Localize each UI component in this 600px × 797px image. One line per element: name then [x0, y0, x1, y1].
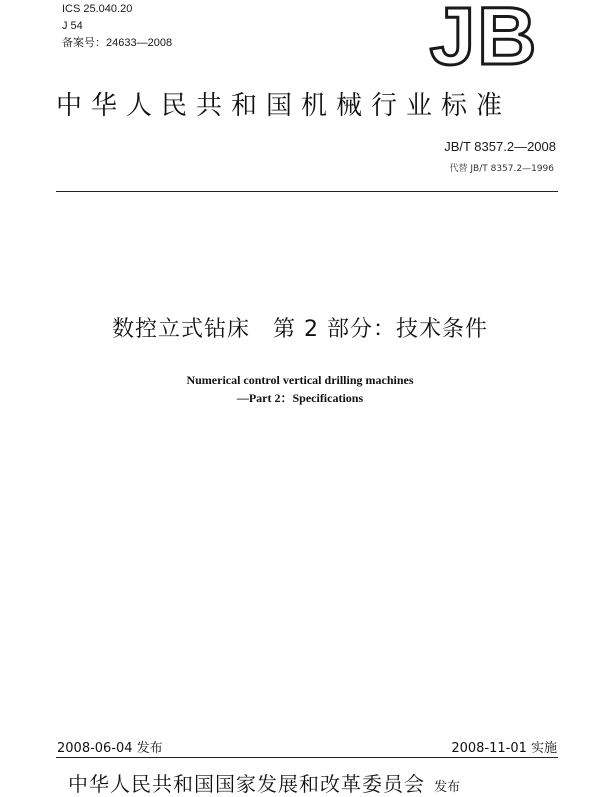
filing-number: 备案号：24633—2008: [62, 37, 173, 49]
english-title-line1: Numerical control vertical drilling machines: [186, 373, 414, 387]
english-title-line2: —Part 2：Specifications: [236, 391, 364, 405]
publisher-name: 中华人民共和国国家发展和改革委员会: [68, 772, 425, 796]
english-title: [0, 371, 600, 407]
ics-code: ICS 25.040.20: [62, 3, 133, 15]
publisher: [68, 768, 460, 797]
standard-number: JB/T 8357.2—2008: [444, 139, 556, 154]
jb-logo-text: JB: [429, 0, 539, 72]
implementation-date: 2008-11-01 实施: [451, 741, 557, 756]
issue-date: 2008-06-04 发布: [57, 741, 163, 756]
classification-code: J 54: [62, 20, 83, 32]
chinese-title: 数控立式钻床 第 2 部分：技术条件: [112, 317, 488, 342]
classification-codes: [62, 1, 172, 52]
org-title: 中华人民共和国机械行业标准: [56, 91, 512, 121]
header-rule: [56, 191, 558, 192]
publisher-suffix: 发布: [434, 780, 461, 795]
date-row: [57, 737, 557, 757]
jb-logo: [414, 0, 554, 72]
footer-rule: [56, 757, 558, 758]
replaces-standard: 代替 JB/T 8357.2—1996: [449, 164, 554, 174]
